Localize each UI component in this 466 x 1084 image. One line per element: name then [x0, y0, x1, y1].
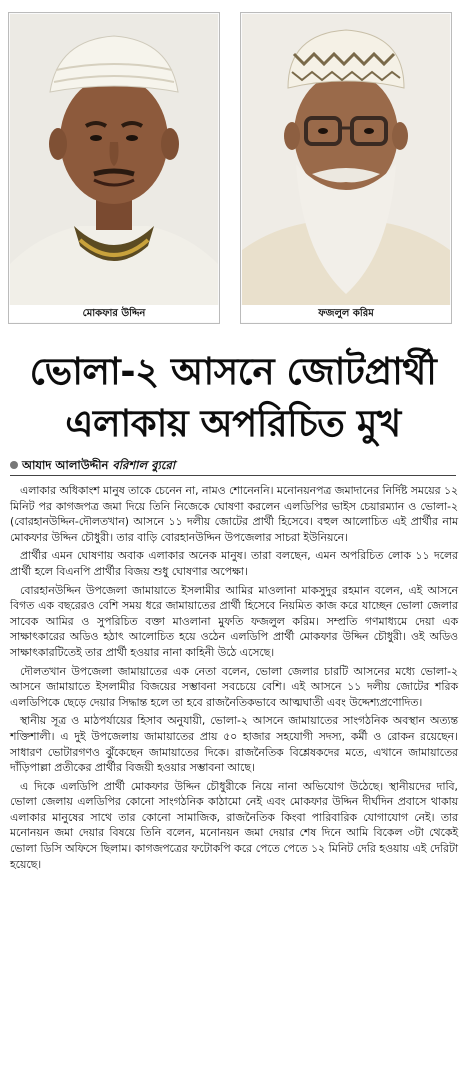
candidate-photo-right [240, 12, 452, 324]
headline-line-2: এলাকায় অপরিচিত মুখ [65, 402, 401, 445]
portrait-illustration-left [10, 14, 218, 306]
reporter-name: আযাদ আলাউদ্দীন [22, 458, 109, 472]
photo-caption-right: ফজলুল করিম [241, 305, 451, 322]
bureau-name: বরিশাল ব্যুরো [112, 458, 176, 472]
paragraph: এ দিকে এলডিপি প্রার্থী মোকফার উদ্দিন চৌধুরীকে নিয়ে নানা অভিযোগ উঠেছে। স্থানীয়দের দাবি, ভোলা জেলায় এলডিপির কোনো সাংগঠনিক কাঠামো নেই এবং মোকফার উদ্দিন দীর্ঘদিন প্রবাসে থাকায় এলাকার মানুষের সাথে তার কোনো সামাজিক, রাজনৈতিক কিংবা পারিবারিক যোগাযোগ নেই। তার মনোনয়ন জমা দেয়ার বিষয়ে তিনি বলেন, মনোনয়ন জমা দেয়ার শেষ দিনে আমি বিকেল ৩টা থেকেই ভোলা ডিসি অফিসে ছিলাম। কাগজপত্রের ফটোকপি করে পেতে পেতে ১২ মিনিট দেরি হওয়ায় এই দেরিটা হয়েছে। [10, 779, 458, 871]
byline-divider [10, 475, 456, 476]
paragraph: স্থানীয় সূত্র ও মাঠপর্যায়ের হিসাব অনুযায়ী, ভোলা-২ আসনে জামায়াতের সাংগঠনিক অবস্থান অত্যন্ত শক্তিশালী। এ দুই উপজেলায় জামায়াতের প্রায় ৫০ হাজার সহযোগী সদস্য, কর্মী ও রোকন রয়েছেন। সাধারণ ভোটারগণও ঝুঁকেছেন জামায়াতের দিকে। রাজনৈতিক বিশ্লেষকদের মতে, এখানে জামায়াতের দাঁড়িপাল্লা প্রতীকের প্রার্থীর বিজয়ী হওয়ার সম্ভাবনা আছে। [10, 714, 458, 775]
portrait-fazlul [242, 14, 450, 306]
paragraph: প্রার্থীর এমন ঘোষণায় অবাক এলাকার অনেক মানুষ। তারা বলছেন, এমন অপরিচিত লোক ১১ দলের প্রার্থী হলে বিএনপি প্রার্থীর বিজয় শুধু ঘোষণার অপেক্ষা। [10, 549, 458, 578]
portrait-mokfar [10, 14, 218, 306]
portrait-illustration-right [242, 14, 450, 306]
paragraph: এলাকার অধিকাংশ মানুষ তাকে চেনেন না, নামও শোনেননি। মনোনয়নপত্র জমাদানের নির্দিষ্ট সময়ের ১২ মিনিট পর কাগজপত্র জমা দিয়ে তিনি নিজেকে ঘোষণা করলেন এলডিপির ভাইস চেয়ারম্যান ও ভোলা-২ (বোরহানউদ্দিন-দৌলতখান) আসনে ১১ দলীয় জোটের প্রার্থী হিসেবে। বহুল আলোচিত এই প্রার্থীর নাম মোকফার উদ্দিন চৌধুরী। তার বাড়ি বোরহানউদ্দিন উপজেলার সাচরা ইউনিয়নে। [10, 484, 458, 544]
photo-caption-left: মোকফার উদ্দিন [9, 305, 219, 322]
paragraph: দৌলতখান উপজেলা জামায়াতের এক নেতা বলেন, ভোলা জেলার চারটি আসনের মধ্যে ভোলা-২ আসনে জামায়াতে ইসলামীর বিজয়ের সম্ভাবনা সবচেয়ে বেশি। এই আসনে ১১ দলীয় জোটের শরিক এলডিপিকে ছেড়ে দেয়ার সিদ্ধান্ত হলে তা হবে রাজনৈতিকভাবে আত্মঘাতী এবং উদ্দেশ্যপ্রণোদিত। [10, 664, 458, 709]
byline [10, 457, 456, 473]
photo-row [8, 12, 452, 324]
bullet-icon [10, 461, 18, 469]
headline-line-1: ভোলা-২ আসনে জোটপ্রার্থী [29, 350, 437, 393]
headline [6, 346, 460, 450]
candidate-photo-left [8, 12, 220, 324]
paragraph: বোরহানউদ্দিন উপজেলা জামায়াতে ইসলামীর আমির মাওলানা মাকসুদুর রহমান বলেন, এই আসনে বিগত এক বছরেরও বেশি সময় ধরে জামায়াতের প্রার্থী হিসেবে নিয়মিত কাজ করে যাচ্ছেন ভোলা জেলার সাবেক আমির ও সুপরিচিত বক্তা মাওলানা মুফতি ফজলুল করিম। সম্প্রতি গণমাধ্যমে দেয়া এক সাক্ষাৎকারের অডিও হঠাৎ আলোচিত হয়ে ওঠেন এলডিপি প্রার্থী মোকফার উদ্দিন চৌধুরী। ওই অডিও সাক্ষাৎকারটিতেই তার প্রার্থী হওয়ার নানা কাহিনী উঠে এসেছে। [10, 583, 458, 659]
article-body [10, 483, 458, 875]
